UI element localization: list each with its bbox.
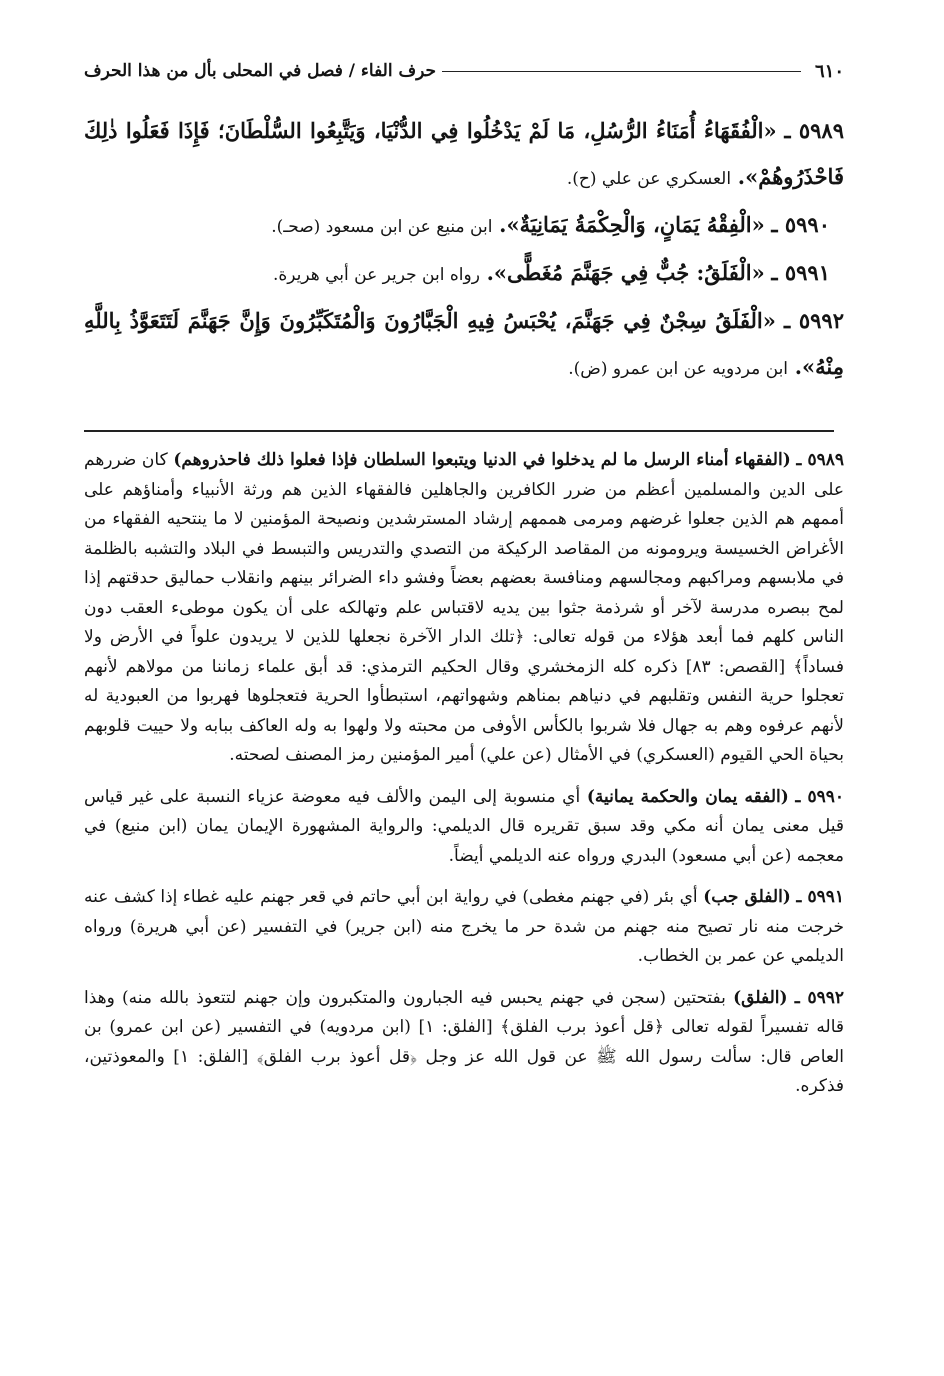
hadith-5989: [84, 108, 844, 202]
note-5990: [84, 783, 844, 872]
note-number: ٥٩٩١ ـ: [796, 887, 845, 907]
note-quoted-text: (الفقه يمان والحكمة يمانية): [586, 786, 789, 807]
hadith-number: ٥٩٨٩ ـ: [784, 118, 844, 143]
note-5992: [84, 984, 844, 1102]
note-5991: [84, 883, 844, 972]
hadith-text: «الْفَلَقُ سِجْنٌ فِي جَهَنَّمَ، يُحْبَسُ فِيهِ الْجَبَّارُونَ وَالْمُتَكَبِّرُونَ وَإِنَّ جَهَنَّمَ لَتَتَعَوَّذُ بِاللَّهِ مِنْهُ».: [84, 308, 844, 379]
hadith-5991: [84, 250, 844, 298]
note-quoted-text: (الفلق جب): [703, 887, 791, 907]
note-quoted-text: (الفلق): [733, 987, 788, 1008]
running-title: حرف الفاء / فصل في المحلى بأل من هذا الحرف: [84, 61, 437, 81]
hadith-source: العسكري عن علي (ح).: [566, 169, 732, 189]
hadith-text: «الْفِقْهُ يَمَانٍ، وَالْحِكْمَةُ يَمَانِيَةٌ».: [499, 212, 765, 237]
note-number: ٥٩٩٢ ـ: [794, 987, 845, 1008]
footnote-divider: [84, 430, 834, 432]
page-number: ٦١٠: [814, 60, 844, 82]
hadith-number: ٥٩٩٢ ـ: [783, 308, 844, 333]
running-header: [84, 56, 844, 86]
hadith-source: ابن مردويه عن ابن عمرو (ض).: [568, 359, 789, 379]
note-number: ٥٩٩٠ ـ: [795, 786, 844, 807]
note-number: ٥٩٨٩ ـ: [796, 450, 845, 470]
hadith-number: ٥٩٩٠ ـ: [771, 212, 830, 237]
hadith-5992: [84, 298, 844, 392]
header-rule: [442, 71, 801, 72]
note-text: كان ضررهم على الدين والمسلمين أعظم من ضرر الكافرين والجاهلين فالفقهاء الذين هم ورثة الأنبياء وأمناؤهم على أممهم هم الذين جعلوا غرضهم ومرمى هممهم إرشاد المسترشدين ونصيحة المؤمنين لا ما ينتحيه الفقهاء من الأغراض الخسيسة ويرومونه من المقاصد الركيكة من التصدي والتدريس والتبسط في البلاد والتشبه بالظلمة في ملابسهم ومراكبهم ومجالسهم ومنافسة بعضهم بعضاً وفشو داء الضرائر بينهم وانقلاب حماليق حدقتهم إذا لمح ببصره مدرسة لآخر أو شرذمة جثوا بين يديه لاقتباس علم وتهالكه على أن يكون موطىء العقب دون الناس كلهم فما أبعد هؤلاء من قوله تعالى: ﴿تلك الدار الآخرة نجعلها للذين لا يريدون علواً في الأرض ولا فساداً﴾ [القصص: ٨٣] ذكره كله الزمخشري وقال الحكيم الترمذي: قد أبق علماء زماننا من مولاهم لأنهم تعجلوا حرية النفس وتقلبهم في دنياهم بمناهم وشهواتهم، استبطأوا الحرية فتعجلوها فهربوا من العبودية له لأنهم عرفوه وهم به جهال فلا شربوا بالكأس الأوفى من محبته ولا ولهوا به وله العاكف ببابه ولا حييت قلوبهم بحياة الحي القيوم (العسكري) في الأمثال (عن علي) أمير المؤمنين رمز المصنف لصحته.: [84, 450, 844, 765]
commentary-section: [84, 446, 844, 1114]
note-text: أي منسوبة إلى اليمن والألف فيه معوضة عزياء النسبة على غير قياس قيل معنى يمان أنه مكي وقد سبق تقريره قال الديلمي: والرواية المشهورة الإيمان يمان (ابن منيع) في معجمه (عن أبي مسعود) البدري ورواه عنه الديلمي أيضاً.: [84, 786, 844, 866]
note-text: أي بئر (في جهنم مغطى) في رواية ابن أبي حاتم في قعر جهنم عليه غطاء إذا كشف عنه خرجت منه نار تصيح منه جهنم من شدة حر ما يخرج منه (ابن جرير) في التفسير (عن أبي هريرة) ورواه الديلمي عن عمر بن الخطاب.: [84, 887, 844, 966]
hadith-text: «الْفُقَهَاءُ أُمَنَاءُ الرُّسُلِ، مَا لَمْ يَدْخُلُوا فِي الدُّنْيَا، وَيَتَّبِعُوا السُّلْطَانَ؛ فَإِذَا فَعَلُوا ذٰلِكَ فَاحْذَرُوهُمْ».: [84, 118, 844, 189]
hadith-source: رواه ابن جرير عن أبي هريرة.: [272, 265, 480, 285]
hadith-text: «الْفَلَقُ: جُبٌّ فِي جَهَنَّمَ مُغَطًّى».: [486, 260, 765, 285]
hadith-5990: [84, 202, 844, 250]
hadith-number: ٥٩٩١ ـ: [771, 260, 830, 285]
hadith-section: [84, 108, 844, 392]
note-5989: [84, 446, 844, 771]
note-quoted-text: (الفقهاء أمناء الرسل ما لم يدخلوا في الدنيا ويتبعوا السلطان فإذا فعلوا ذلك فاحذروهم): [173, 450, 791, 470]
hadith-source: ابن منيع عن ابن مسعود (صحـ).: [271, 217, 493, 237]
note-text: بفتحتين (سجن في جهنم يحبس فيه الجبارون والمتكبرون وإن جهنم لتتعوذ بالله منه) وهذا قاله تفسيراً لقوله تعالى ﴿قل أعوذ برب الفلق﴾ [الفلق: ١] (ابن مردويه) في التفسير (عن ابن عمرو) بن العاص قال: سألت رسول الله ﷺ عن قول الله عز وجل ﴿قل أعوذ برب الفلق﴾ [الفلق: ١] والمعوذتين، فذكره.: [84, 987, 845, 1096]
